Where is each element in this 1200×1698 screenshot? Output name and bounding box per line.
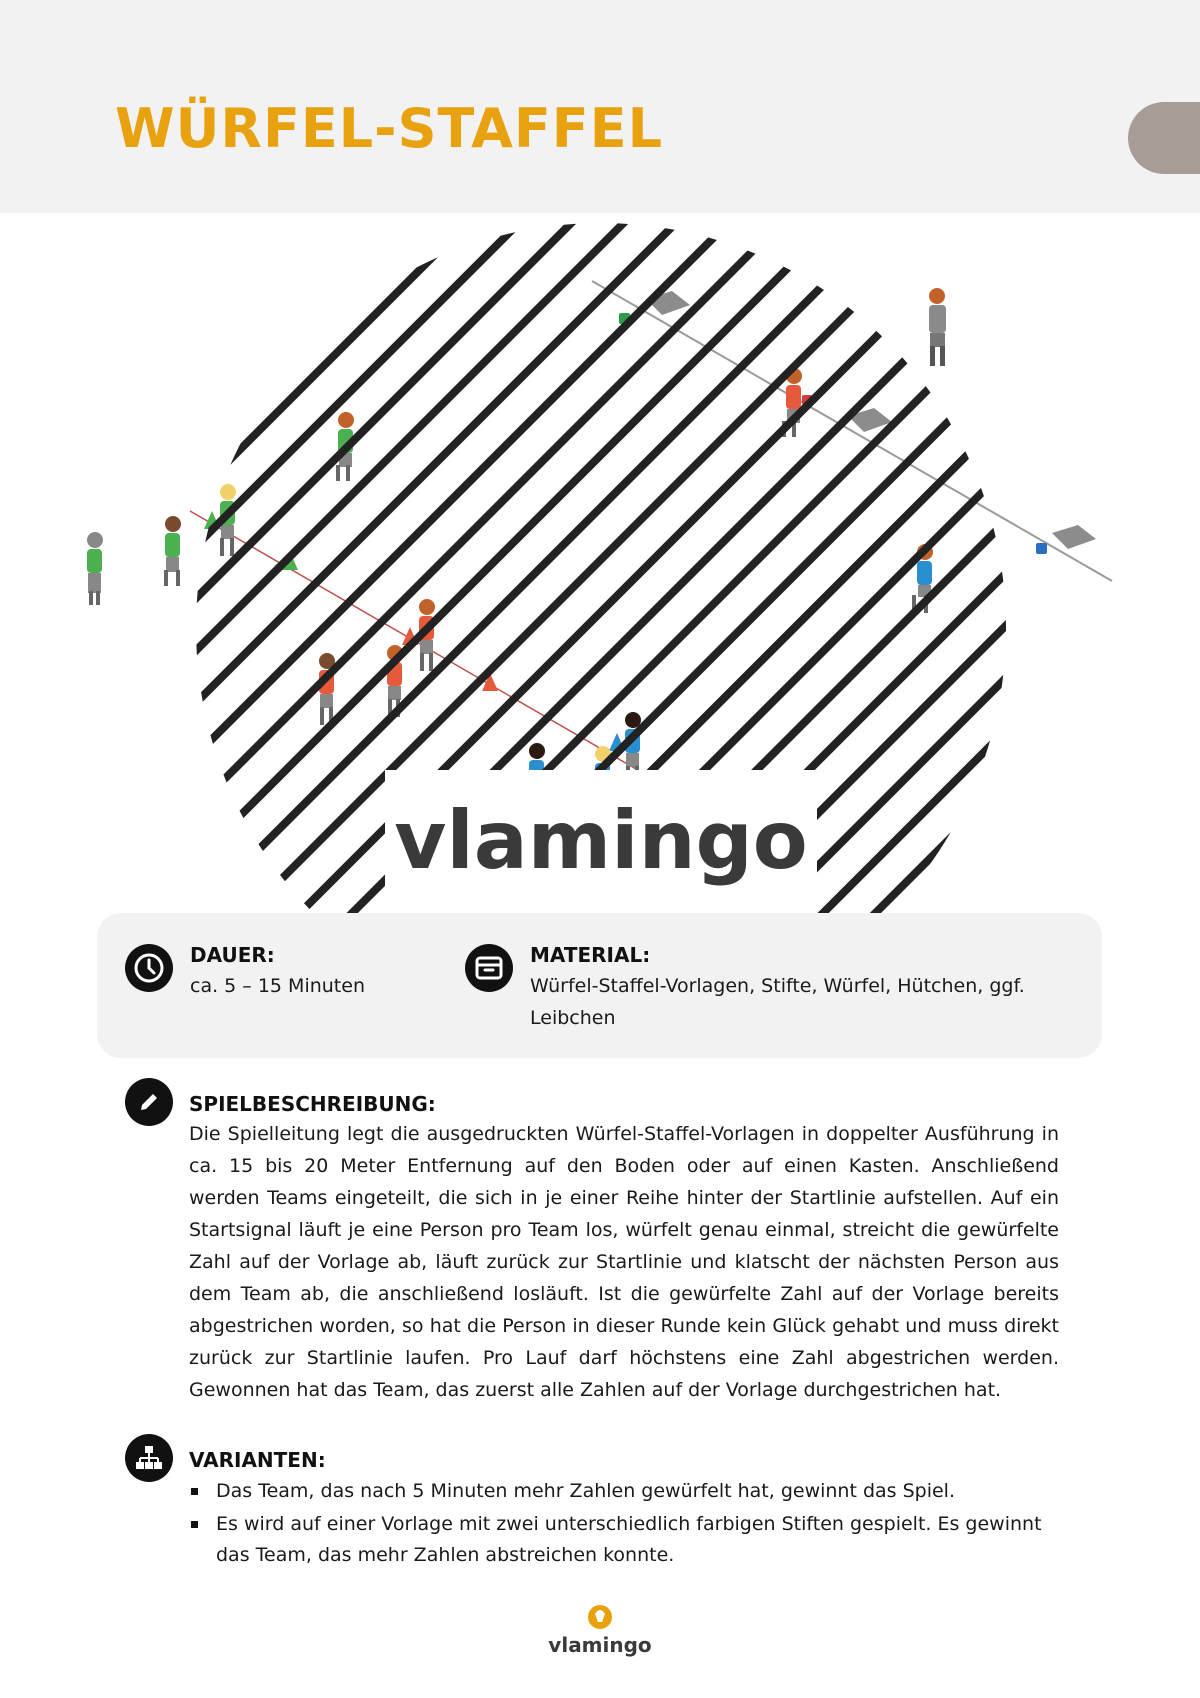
page-title: WÜRFEL-STAFFEL [115,97,663,160]
variants-label: VARIANTEN: [189,1448,326,1472]
watermark-logo-text: vlamingo [394,794,808,887]
dice [1036,543,1047,554]
footer-brand-text: vlamingo [548,1633,652,1657]
duration-value: ca. 5 – 15 Minuten [190,975,365,997]
header-tab-decoration [1128,102,1200,174]
sitemap-icon [125,1434,173,1482]
material-value: Würfel-Staffel-Vorlagen, Stifte, Würfel, Hütchen, ggf. Leibchen [530,975,1025,1029]
header-band [0,0,1200,213]
material-label: MATERIAL: [530,943,651,967]
description-text: Die Spielleitung legt die ausgedruckten Würfel-Staffel-Vorlagen in doppelter Ausführung in ca. 15 bis 20 Meter Entfernung auf den Boden oder auf einen Kasten. Anschließend werden Teams eingeteilt, die sich in je einer Reihe hinter der Startlinie aufstellen. Auf ein Startsignal läuft je eine Person pro Team los, würfelt genau einmal, streicht die gewürfelte Zahl auf der Vorlage ab, läuft zurück zur Startlinie und klatscht der nächsten Person aus dem Team ab, die anschließend losläuft. Ist die gewürfelte Zahl auf der Vorlage bereits abgestrichen worden, so hat die Person in dieser Runde kein Glück gehabt und muss direkt zurück zur Startlinie laufen. Pro Lauf darf höchstens eine Zahl abgestrichen werden. Gewonnen hat das Team, das zuerst alle Zahlen auf der Vorlage durchgestrichen hat. [189,1123,1059,1401]
box-icon [465,944,513,992]
list-item: Das Team, das nach 5 Minuten mehr Zahlen gewürfelt hat, gewinnt das Spiel. [189,1476,1069,1507]
duration-label: DAUER: [190,943,275,967]
list-item: Es wird auf einer Vorlage mit zwei unterschiedlich farbigen Stiften gespielt. Es gewinnt das Team, das mehr Zahlen abstreichen konnte. [189,1509,1069,1571]
clock-icon [125,944,173,992]
pencil-icon [125,1078,173,1126]
footer-logo [548,1600,652,1680]
description-label: SPIELBESCHREIBUNG: [189,1092,436,1116]
game-illustration [0,213,1200,913]
variants-list [189,1476,1069,1573]
